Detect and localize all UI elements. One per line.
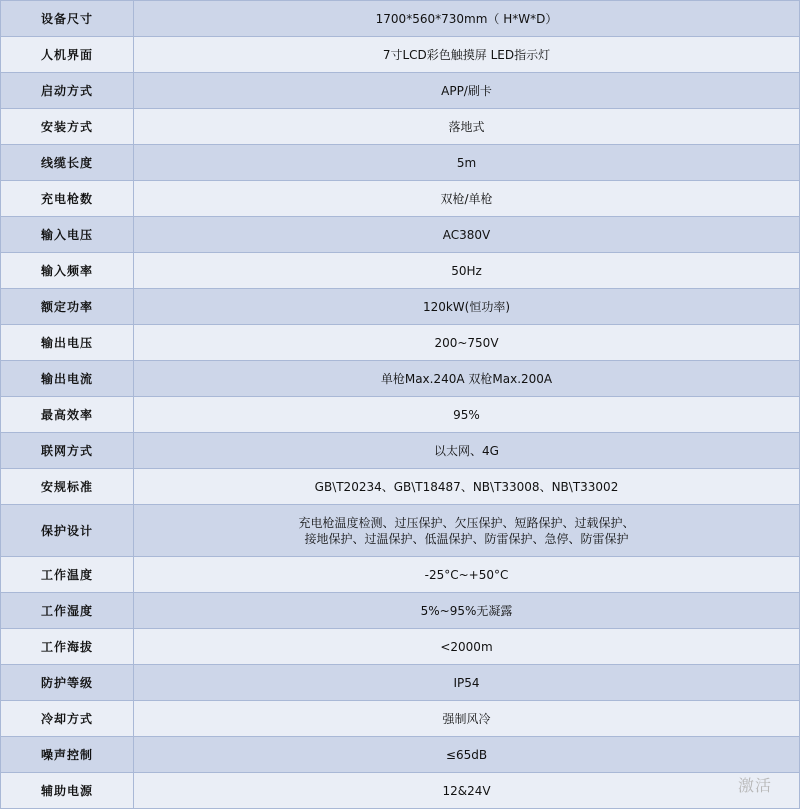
- row-value: 5m: [134, 145, 800, 181]
- row-value: 1700*560*730mm（ H*W*D）: [134, 1, 800, 37]
- table-row: [1, 1, 800, 37]
- row-value: APP/刷卡: [134, 73, 800, 109]
- row-label: 防护等级: [1, 665, 134, 701]
- table-row: [1, 217, 800, 253]
- table-row: [1, 325, 800, 361]
- row-label: 输入电压: [1, 217, 134, 253]
- row-value: AC380V: [134, 217, 800, 253]
- row-value: 5%~95%无凝露: [134, 593, 800, 629]
- row-label: 设备尺寸: [1, 1, 134, 37]
- watermark-text: 激活: [737, 776, 772, 795]
- row-label: 充电枪数: [1, 181, 134, 217]
- row-label: 安规标准: [1, 469, 134, 505]
- row-label: 输入频率: [1, 253, 134, 289]
- table-row: [1, 701, 800, 737]
- table-row: [1, 361, 800, 397]
- row-label: 联网方式: [1, 433, 134, 469]
- row-value: 95%: [134, 397, 800, 433]
- table-row: [1, 73, 800, 109]
- row-value: -25°C~+50°C: [134, 557, 800, 593]
- row-value: 50Hz: [134, 253, 800, 289]
- table-row: [1, 109, 800, 145]
- row-label: 辅助电源: [1, 773, 134, 809]
- table-row: [1, 505, 800, 557]
- row-value: 7寸LCD彩色触摸屏 LED指示灯: [134, 37, 800, 73]
- row-value-line: 接地保护、过温保护、低温保护、防雷保护、急停、防雷保护: [304, 531, 629, 546]
- row-label: 启动方式: [1, 73, 134, 109]
- row-label: 保护设计: [1, 505, 134, 557]
- row-label: 人机界面: [1, 37, 134, 73]
- row-value: 12&24V: [134, 773, 800, 809]
- table-row: [1, 469, 800, 505]
- row-value: GB\T20234、GB\T18487、NB\T33008、NB\T33002: [134, 469, 800, 505]
- row-value: [134, 505, 800, 557]
- table-row: [1, 145, 800, 181]
- table-row: [1, 665, 800, 701]
- row-value: 单枪Max.240A 双枪Max.200A: [134, 361, 800, 397]
- table-row: [1, 593, 800, 629]
- row-label: 安装方式: [1, 109, 134, 145]
- row-value: 120kW(恒功率): [134, 289, 800, 325]
- table-row: [1, 773, 800, 809]
- row-label: 最高效率: [1, 397, 134, 433]
- table-row: [1, 433, 800, 469]
- row-value: 以太网、4G: [134, 433, 800, 469]
- row-label: 工作温度: [1, 557, 134, 593]
- row-value: 双枪/单枪: [134, 181, 800, 217]
- table-row: [1, 37, 800, 73]
- row-label: 额定功率: [1, 289, 134, 325]
- row-value-line: 充电枪温度检测、过压保护、欠压保护、短路保护、过载保护、: [298, 515, 635, 530]
- row-value: <2000m: [134, 629, 800, 665]
- row-value: ≤65dB: [134, 737, 800, 773]
- row-label: 工作湿度: [1, 593, 134, 629]
- table-row: [1, 629, 800, 665]
- row-label: 冷却方式: [1, 701, 134, 737]
- row-label: 工作海拔: [1, 629, 134, 665]
- row-value: 强制风冷: [134, 701, 800, 737]
- row-label: 输出电流: [1, 361, 134, 397]
- table-row: [1, 557, 800, 593]
- row-value: 200~750V: [134, 325, 800, 361]
- table-row: [1, 397, 800, 433]
- table-row: [1, 253, 800, 289]
- row-label: 线缆长度: [1, 145, 134, 181]
- row-label: 噪声控制: [1, 737, 134, 773]
- table-row: [1, 737, 800, 773]
- row-label: 输出电压: [1, 325, 134, 361]
- row-value: IP54: [134, 665, 800, 701]
- table-row: [1, 181, 800, 217]
- row-value: 落地式: [134, 109, 800, 145]
- table-row: [1, 289, 800, 325]
